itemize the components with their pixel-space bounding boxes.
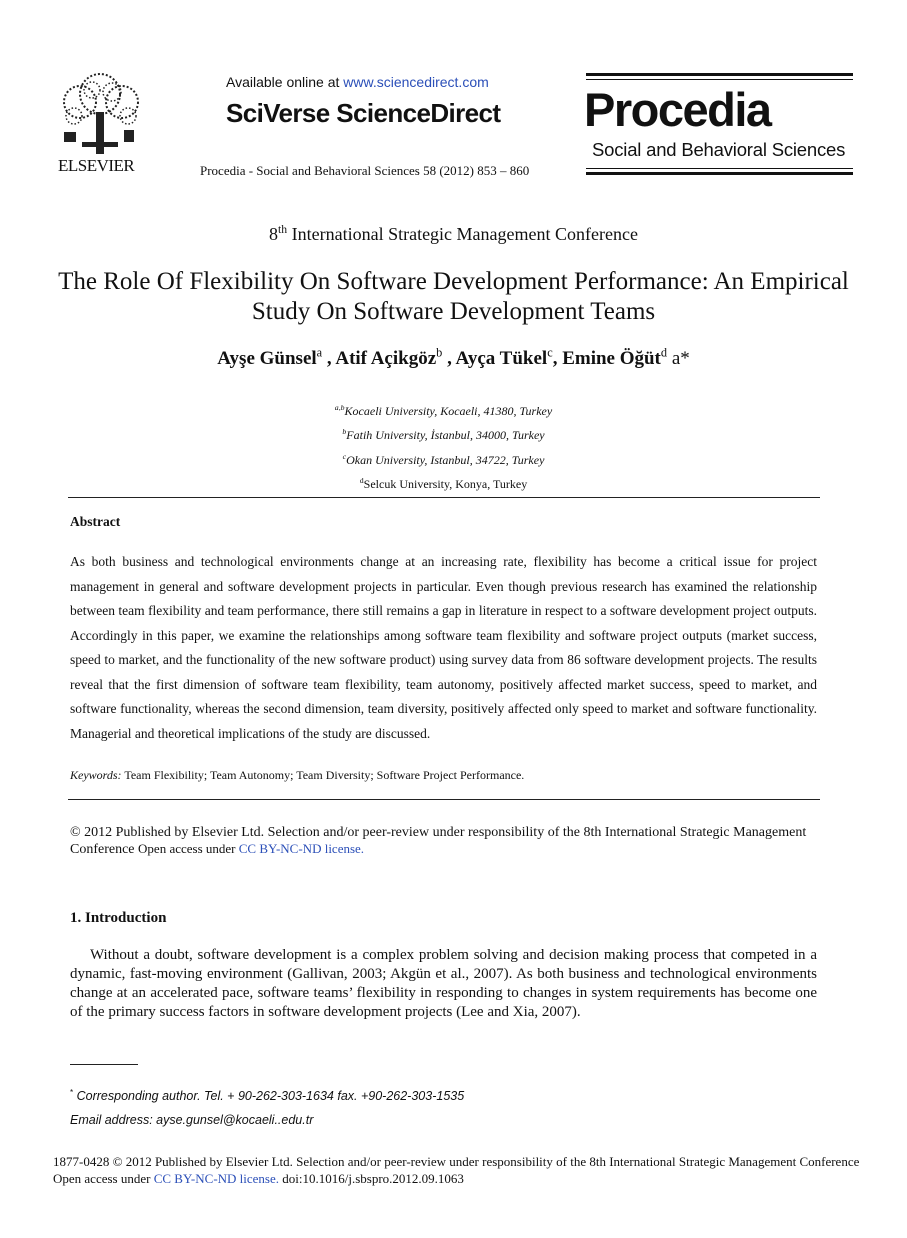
copyright-notice <box>70 825 820 858</box>
abstract-heading: Abstract <box>70 514 121 529</box>
author-name: Ayça Tükel <box>455 348 548 369</box>
footnote-star: * <box>70 1087 74 1097</box>
affiliation-sup: a,b <box>334 403 345 412</box>
sciverse-logo: SciVerse ScienceDirect <box>226 98 501 128</box>
procedia-rule <box>586 172 853 175</box>
conference-number: 8 <box>269 224 279 244</box>
conference-title: International Strategic Management Conference <box>287 224 638 244</box>
affiliation <box>0 477 887 492</box>
conference-name <box>0 224 907 245</box>
available-prefix: Available online at <box>226 74 344 90</box>
affiliation-sup: d <box>359 476 364 485</box>
footnote-email: Email address: ayse.gunsel@kocaeli..edu.tr <box>70 1113 314 1127</box>
footer-license <box>53 1170 873 1187</box>
corresponding-text: Corresponding author. Tel. + 90-262-303-1634 fax. +90-262-303-1535 <box>73 1089 465 1103</box>
footer-open-access: Open access under <box>53 1171 154 1186</box>
abstract-body: As both business and technological environments change at an increasing rate, flexibility has become a critical issue for project management in general and software development projects in particular. Even though previous research has examined the relationship between team flexibility and team performance, there still remains a gap in literature in respect to a software development project outputs. Accordingly in this paper, we examine the relationships among software team flexibility and software project outputs (market success, speed to market, and the functionality of the new software product) using survey data from 86 software development projects. The results reveal that the first dimension of software team flexibility, team autonomy, positively affected market success, speed to market, and software functionality, whereas the second dimension, team diversity, positively affected only speed to market and software functionality. Managerial and theoretical implications of the study are discussed. <box>70 554 817 741</box>
footnote-rule <box>70 1064 138 1065</box>
conference-suffix: th <box>278 223 288 236</box>
divider <box>68 497 820 498</box>
footer-issn: 1877-0428 © 2012 Published by Elsevier Ltd. Selection and/or peer-review under responsibility of the 8th International Strategic Management Conference <box>53 1154 860 1169</box>
author-sep: a* <box>667 348 690 369</box>
available-online <box>226 74 489 90</box>
affiliation <box>0 428 887 443</box>
procedia-title: Procedia <box>584 83 771 136</box>
section-heading: 1. Introduction <box>70 910 167 926</box>
journal-reference: Procedia - Social and Behavioral Sciences 58 (2012) 853 – 860 <box>200 163 530 178</box>
procedia-rule <box>586 73 853 76</box>
keywords-label: Keywords: <box>70 768 122 782</box>
affiliation-text: Selcuk University, Konya, Turkey <box>363 477 528 491</box>
procedia-logo <box>586 73 853 177</box>
author-sep: , <box>442 348 456 369</box>
procedia-subtitle: Social and Behavioral Sciences <box>592 139 846 160</box>
open-access-text: Open access under <box>138 841 239 856</box>
keywords-text: Team Flexibility; Team Autonomy; Team Diversity; Software Project Performance. <box>121 768 525 782</box>
sciencedirect-link[interactable]: www.sciencedirect.com <box>343 74 489 90</box>
affiliation-text: Okan University, Istanbul, 34722, Turkey <box>346 453 545 467</box>
author-name: Atif Açikgöz <box>335 348 437 369</box>
page-footer <box>53 1153 873 1187</box>
license-link[interactable]: CC BY-NC-ND license. <box>238 841 365 856</box>
paper-title: The Role Of Flexibility On Software Development Performance: An Empirical Study On Software Development Teams <box>58 268 849 325</box>
procedia-rule <box>586 168 853 169</box>
author-sup: c <box>547 345 553 360</box>
affiliation-sup: b <box>342 427 347 436</box>
copyright-text: © 2012 Published by Elsevier Ltd. Selection and/or peer-review under responsibility of the 8th International Strategic Management Conference <box>70 825 807 857</box>
divider <box>68 799 820 800</box>
procedia-rule <box>586 79 853 80</box>
author-sup: b <box>436 345 443 360</box>
footer-doi: doi:10.1016/j.sbspro.2012.09.1063 <box>279 1171 464 1186</box>
author-sep: , <box>552 348 563 369</box>
elsevier-logo <box>52 72 152 180</box>
footer-license-link[interactable]: CC BY-NC-ND license. <box>153 1171 280 1186</box>
author-name: Emine Öğüt <box>562 348 661 369</box>
author-name: Ayşe Günsel <box>217 348 317 369</box>
footnote-corresponding <box>70 1089 464 1103</box>
author-list <box>0 345 907 370</box>
author-sup: d <box>660 345 668 360</box>
keywords <box>70 768 524 783</box>
affiliation-text: Kocaeli University, Kocaeli, 41380, Turkey <box>344 404 553 418</box>
author-sep: , <box>322 348 336 369</box>
author-sup: a <box>316 345 323 360</box>
elsevier-wordmark: ELSEVIER <box>58 156 135 175</box>
affiliation <box>0 404 887 419</box>
affiliation <box>0 453 887 468</box>
affiliation-sup: c <box>342 452 347 461</box>
affiliation-text: Fatih University, İstanbul, 34000, Turkey <box>346 428 545 442</box>
section-body: Without a doubt, software development is a complex problem solving and decision making process that competed in a dynamic, fast-moving environment (Gallivan, 2003; Akgün et al., 2007). As both business and technological environments change at an accelerated pace, software teams’ flexibility in responding to changes in system requirements has become one of the primary success factors in software development projects (Lee and Xia, 2007). <box>70 947 817 1020</box>
